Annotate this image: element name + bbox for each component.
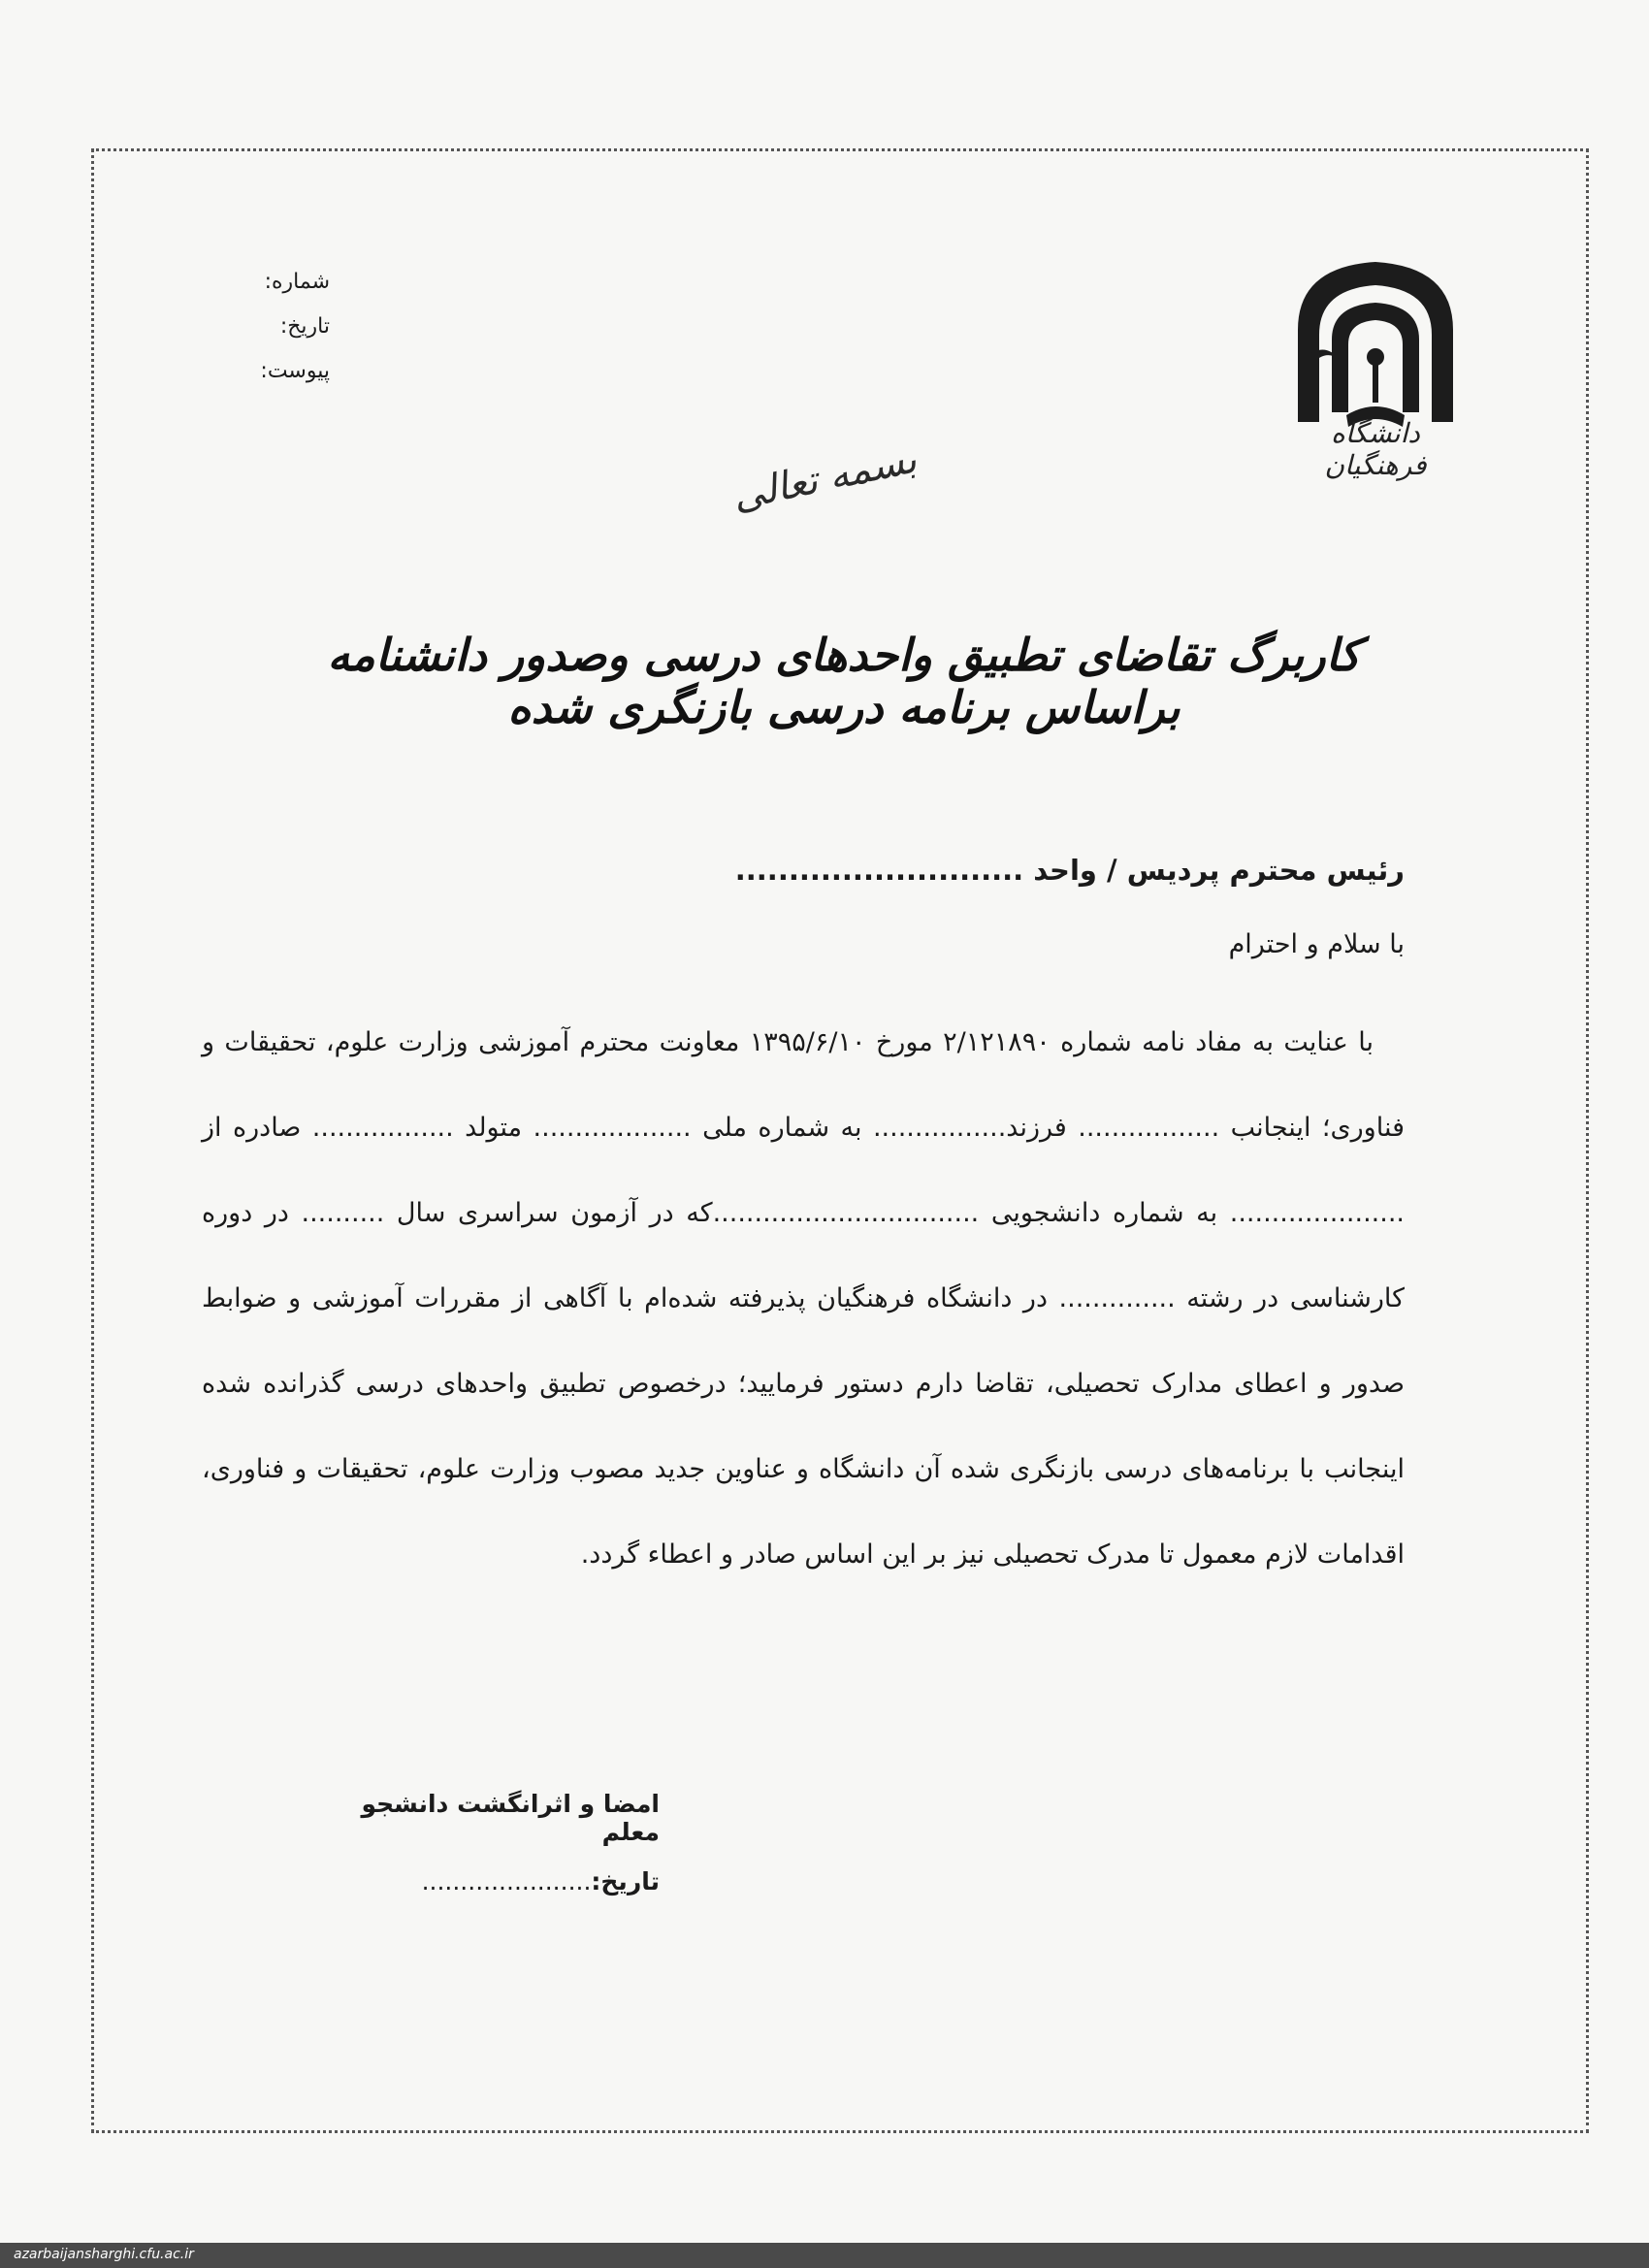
signature-date-dots: ...................... xyxy=(421,1867,592,1895)
signature-date-label: تاریخ: xyxy=(591,1867,660,1895)
request-paragraph: با عنایت به مفاد نامه شماره ۲/۱۲۱۸۹۰ مورخ ۱۳۹۵/۶/۱۰ معاونت محترم آموزشی وزارت علوم، تحقیقات و فناوری؛ اینجانب ................. فرزند................ به شماره ملی ................... متولد ................. صادره از ..................... به شماره دانشجویی ................................که در آزمون سراسری سال .......... در دوره کارشناسی در رشته .............. در دانشگاه فرهنگیان پذیرفته شده‌ام با آگاهی از مقررات آموزشی و ضوابط صدور و اعطای مدارک تحصیلی، تقاضا دارم دستور فرمایید؛ درخصوص تطبیق واحدهای درسی گذرانده شده اینجانب با برنامه‌های درسی بازنگری شده آن دانشگاه و عناوین جدید مصوب وزارت علوم، تحقیقات و فناوری، اقدامات لازم معمول تا مدرک تحصیلی نیز بر این اساس صادر و اعطاء گردد. xyxy=(202,1027,1405,1570)
signature-date xyxy=(310,1867,660,1895)
addressee: رئیس محترم پردیس / واحد ........................... xyxy=(734,854,1405,887)
letter-body xyxy=(202,854,1405,1598)
footer-bar xyxy=(0,2243,1649,2268)
form-title: کاربرگ تقاضای تطبیق واحدهای درسی وصدور دانشنامه براساس برنامه درسی بازنگری شده xyxy=(327,629,1361,733)
letter-meta xyxy=(184,260,330,394)
signature-label: امضا و اثرانگشت دانشجو معلم xyxy=(361,1790,660,1846)
university-name: دانشگاه فرهنگیان xyxy=(1324,417,1427,481)
meta-attachment: پیوست: xyxy=(260,359,330,383)
basmala: بسمه تعالی xyxy=(728,437,921,520)
greeting: با سلام و احترام xyxy=(1228,929,1405,959)
footer-url: azarbaijansharghi.cfu.ac.ir xyxy=(14,2247,194,2262)
meta-date: تاریخ: xyxy=(279,314,330,339)
meta-number: شماره: xyxy=(264,270,330,294)
